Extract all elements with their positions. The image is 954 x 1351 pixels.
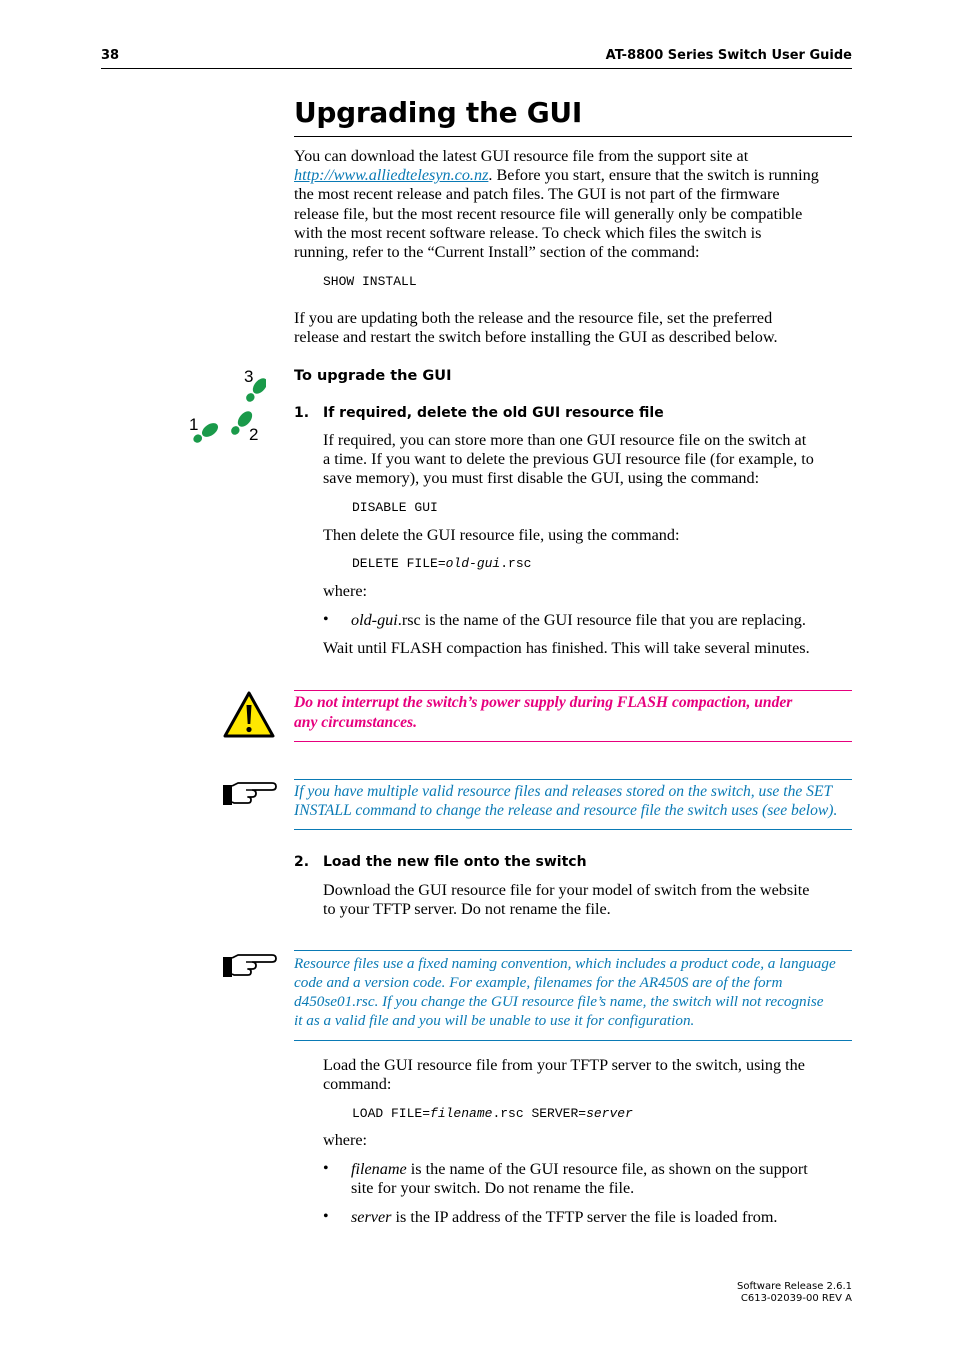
- where-label: where:: [323, 582, 368, 600]
- intro-line: You can download the latest GUI resource file from the support site at: [294, 147, 749, 165]
- bullet-old-gui: old-gui.rsc is the name of the GUI resource file that you are replacing.: [351, 611, 806, 629]
- note-top-rule: [294, 779, 852, 780]
- delete-file-command: DELETE FILE=old-gui.rsc: [352, 556, 532, 571]
- procedure-heading: To upgrade the GUI: [294, 368, 452, 384]
- document-code: C613-02039-00 REV A: [740, 1293, 852, 1304]
- where-label: where:: [323, 1131, 368, 1149]
- intro-line: release file, but the most recent resource file will generally only be compatible: [294, 204, 803, 223]
- step-heading: If required, delete the old GUI resource file: [323, 405, 664, 421]
- load-file-command: LOAD FILE=filename.rsc SERVER=server: [352, 1106, 633, 1121]
- step1-body: If required, you can store more than one GUI resource file on the switch at a time. If you want to delete the previous GUI resource file (for example, to save memory), you must first disable the GUI, using the command:: [323, 431, 814, 488]
- note-multiple-files: If you have multiple valid resource files and releases stored on the switch, use the SET INSTALL command to change the release and resource file the switch uses (see below).: [294, 783, 838, 819]
- intro-line: http://www.alliedtelesyn.co.nz. Before you start, ensure that the switch is running: [294, 166, 819, 185]
- disable-gui-command: DISABLE GUI: [352, 500, 438, 515]
- svg-text:1: 1: [189, 415, 199, 434]
- page-number: 38: [101, 48, 120, 63]
- software-release: Software Release 2.6.1: [737, 1281, 852, 1292]
- intro-line: running, refer to the “Current Install” section of the command:: [294, 243, 700, 262]
- footer: [737, 1281, 852, 1305]
- svg-text:2: 2: [249, 425, 259, 444]
- support-site-link[interactable]: http://www.alliedtelesyn.co.nz: [294, 166, 489, 185]
- bullet-marker: •: [323, 611, 329, 628]
- intro-paragraph: [294, 147, 874, 262]
- step2-body: Download the GUI resource file for your model of switch from the website to your TFTP server. Do not rename the file.: [323, 881, 810, 919]
- bullet-server: server is the IP address of the TFTP server the file is loaded from.: [351, 1208, 778, 1226]
- caution-top-rule: [294, 690, 852, 691]
- step-number: 2.: [294, 854, 310, 870]
- note-bottom-rule: [294, 1040, 852, 1041]
- bullet-filename: filename is the name of the GUI resource file, as shown on the support site for your switch. Do not rename the file.: [351, 1160, 808, 1198]
- bullet-marker: •: [323, 1160, 329, 1177]
- note-bottom-rule: [294, 829, 852, 830]
- intro-line: the most recent release and patch files. The GUI is not part of the firmware: [294, 185, 780, 204]
- caution-text: Do not interrupt the switch’s power supply during FLASH compaction, under any circumstances.: [294, 694, 793, 731]
- pointing-hand-icon: [222, 950, 278, 978]
- show-install-command: SHOW INSTALL: [323, 274, 417, 289]
- note-naming-convention: Resource files use a fixed naming convention, which includes a product code, a language code and a version code. For example, filenames for the AR450S are of the form d450se01.rsc. If you change the GUI resource file’s name, the switch will not recognise it as a valid file and you will be unable to use it for configuration.: [294, 955, 836, 1029]
- step-heading: Load the new file onto the switch: [323, 854, 587, 870]
- load-text: Load the GUI resource file from your TFTP server to the switch, using the command:: [323, 1056, 805, 1094]
- page-title: Upgrading the GUI: [294, 96, 582, 129]
- guide-title: AT-8800 Series Switch User Guide: [605, 48, 852, 63]
- then-delete-text: Then delete the GUI resource file, using the command:: [323, 526, 680, 544]
- caution-bottom-rule: [294, 741, 852, 742]
- footsteps-icon: [186, 364, 266, 446]
- update-paragraph: If you are updating both the release and the resource file, set the preferred release and restart the switch before installing the GUI as described below.: [294, 309, 778, 347]
- warning-icon: [222, 690, 276, 740]
- note-top-rule: [294, 950, 852, 951]
- bullet-marker: •: [323, 1208, 329, 1225]
- wait-text: Wait until FLASH compaction has finished. This will take several minutes.: [323, 639, 810, 657]
- pointing-hand-icon: [222, 778, 278, 806]
- header-rule: [101, 68, 852, 69]
- title-rule: [294, 136, 852, 137]
- intro-line: with the most recent software release. To check which files the switch is: [294, 223, 762, 242]
- svg-text:3: 3: [244, 367, 254, 386]
- step-number: 1.: [294, 405, 310, 421]
